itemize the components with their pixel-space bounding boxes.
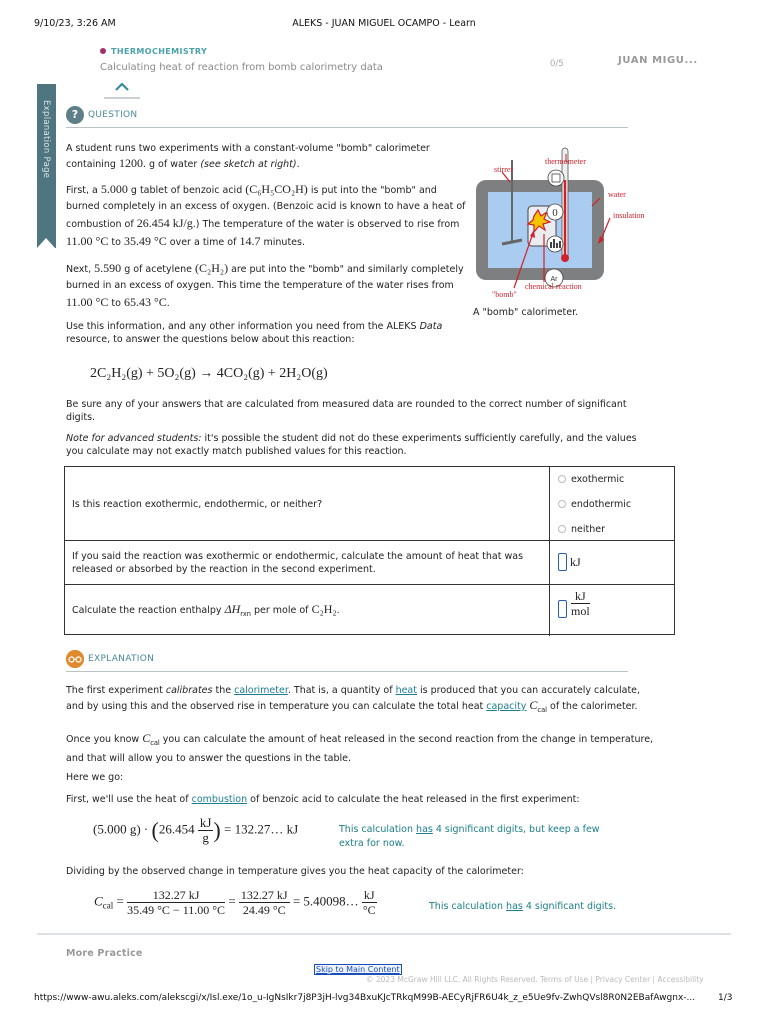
explanation-page-tab[interactable]	[37, 84, 56, 248]
topic-dot-icon	[100, 48, 106, 54]
print-page-number: 1/3	[718, 993, 733, 1003]
label-insulation: insulation	[613, 211, 645, 220]
link-capacity[interactable]: capacity	[486, 701, 527, 712]
explanation-label: EXPLANATION	[88, 654, 155, 664]
link-has-1[interactable]: has	[416, 824, 433, 835]
topic-label: THERMOCHEMISTRY	[100, 47, 207, 56]
diagram-caption: A "bomb" calorimeter.	[473, 307, 579, 318]
question-paragraph-5: Be sure any of your answers that are calculated from measured data are rounded to the correct number of significant digits.	[66, 399, 627, 423]
table-row	[65, 541, 674, 585]
radio-neither[interactable]: neither	[558, 524, 605, 535]
label-thermometer: thermometer	[545, 157, 586, 166]
chevron-up-icon[interactable]	[110, 80, 134, 94]
heat-answer-input[interactable]	[558, 553, 567, 571]
print-url: https://www-awu.aleks.com/alekscgi/x/Isl.exe/1o_u-IgNsIkr7j8P3jH-lvg34BxuKJcTRkqM99B-AECyRjFR6U4k_z_e5Ue9fv-ZwhQVsl8R0N2EBafAwgnx-...	[34, 993, 696, 1003]
calculation-2: $C_{cal}$ = $\frac{132.27 kJ}{35.49 ^\circ C - 11.00 ^\circ C}$ = $\frac{132.27 kJ}{24.49 ^\circ C}$ = 5.40098… $\frac{kJ}{^\circ C}$	[94, 888, 376, 917]
ar-button-label: Ar	[550, 276, 558, 283]
link-has-2[interactable]: has	[506, 901, 523, 912]
link-combustion[interactable]: combustion	[191, 794, 248, 805]
glasses-icon	[66, 650, 84, 668]
explanation-page-tab-label: Explanation Page	[41, 100, 51, 179]
question-paragraph-4: Use this information, and any other information you need from the ALEKS Data resource, to answer the questions below about this reaction:	[66, 321, 443, 345]
explanation-paragraph-4: First, we'll use the heat of combustion of benzoic acid to calculate the heat released in the first experiment:	[66, 794, 580, 805]
link-calorimeter[interactable]: calorimeter	[234, 685, 288, 696]
question-paragraph-6: Note for advanced students: it's possible the student did not do these experiments sufficiently carefully, and the values you calculate may not exactly match published values for this reaction.	[66, 433, 637, 457]
link-heat[interactable]: heat	[395, 685, 417, 696]
enthalpy-unit: kJ mol	[571, 589, 590, 618]
table-row	[65, 585, 674, 636]
more-practice-button[interactable]: More Practice	[66, 948, 143, 959]
legal-links[interactable]: © 2023 McGraw Hill LLC. All Rights Reserved. Terms of Use | Privacy Center | Accessibility	[366, 975, 704, 984]
note-1: This calculation has 4 significant digits, but keep a few extra for now.	[339, 824, 600, 849]
label-chemical-reaction: chemical reaction	[525, 282, 582, 291]
label-stirrer: stirrer	[494, 165, 514, 174]
radio-circle-icon[interactable]	[558, 475, 566, 483]
question-paragraph-1: A student runs two experiments with a constant-volume "bomb" calorimeter containing 1200. g of water (see sketch at right).	[66, 143, 430, 170]
explanation-paragraph-5: Dividing by the observed change in temperature gives you the heat capacity of the calorimeter:	[66, 866, 524, 877]
question-label: QUESTION	[88, 110, 138, 120]
print-title: ALEKS - JUAN MIGUEL OCAMPO - Learn	[292, 18, 476, 29]
bomb-calorimeter-diagram	[472, 140, 645, 305]
explanation-header	[66, 650, 628, 672]
print-header	[34, 18, 734, 32]
progress-counter: 0/5	[550, 59, 564, 69]
collapse-bar	[104, 97, 140, 99]
enthalpy-answer-input[interactable]	[558, 600, 567, 618]
question-table	[64, 466, 675, 635]
explanation-paragraph-3: Here we go:	[66, 772, 124, 783]
lesson-subtitle: Calculating heat of reaction from bomb calorimetry data	[100, 62, 383, 73]
heat-unit: kJ	[570, 555, 581, 569]
explanation-paragraph-1: The first experiment calibrates the calorimeter. That is, a quantity of heat is produced that you can accurately calculate, and by using this and the observed rise in temperature you can calculate the total heat capacity $C_{cal}$ of the calorimeter.	[66, 685, 641, 714]
radio-endothermic[interactable]: endothermic	[558, 499, 631, 510]
radio-circle-icon[interactable]	[558, 500, 566, 508]
print-date: 9/10/23, 3:26 AM	[34, 18, 116, 29]
label-bomb: "bomb"	[492, 290, 517, 299]
label-water: water	[608, 190, 626, 199]
reaction-equation: 2C₂H₂(g) + 5O₂(g) → 4CO₂(g) + 2H₂O(g)	[90, 366, 328, 381]
svg-text:0: 0	[552, 207, 558, 219]
table-row	[65, 467, 674, 541]
radio-circle-icon[interactable]	[558, 525, 566, 533]
explanation-paragraph-2: Once you know $C_{cal}$ you can calculate the amount of heat released in the second reaction from the change in temperature, and that will allow you to answer the questions in the table.	[66, 731, 654, 764]
row1-question: Is this reaction exothermic, endothermic, or neither?	[72, 499, 323, 510]
row3-question: Calculate the reaction enthalpy $\Delta H_{rxn}$ per mole of C₂H₂.	[72, 602, 340, 618]
question-paragraph-2: First, a 5.000 g tablet of benzoic acid (C₆H₅CO₂H) is put into the "bomb" and burned completely in an excess of oxygen. (Benzoic acid is known to have a heat of combustion of 26.454 kJ/g.) The temperature of the water is observed to rise from 11.00 °C to 35.49 °C over a time of 14.7 minutes.	[66, 182, 466, 248]
note-2: This calculation has 4 significant digits.	[429, 901, 617, 912]
footer-divider	[37, 933, 731, 935]
question-header	[66, 106, 628, 128]
question-paragraph-3: Next, 5.590 g of acetylene (C₂H₂) are put into the "bomb" and similarly completely burned in an excess of oxygen. This time the temperature of the water rises from 11.00 °C to 65.43 °C.	[66, 261, 464, 309]
tab-notch	[37, 238, 55, 248]
user-name[interactable]: JUAN MIGU...	[618, 55, 698, 66]
calculation-1: (5.000 g) · (26.454 $\frac{kJ}{g}$ ) = 132.27… kJ	[93, 815, 299, 845]
question-mark-icon: ?	[66, 106, 84, 124]
row2-question: If you said the reaction was exothermic or endothermic, calculate the amount of heat that was released or absorbed by the reaction in the second experiment.	[72, 551, 524, 575]
radio-exothermic[interactable]: exothermic	[558, 474, 624, 485]
skip-to-main-content-link[interactable]: Skip to Main Content	[316, 965, 400, 974]
